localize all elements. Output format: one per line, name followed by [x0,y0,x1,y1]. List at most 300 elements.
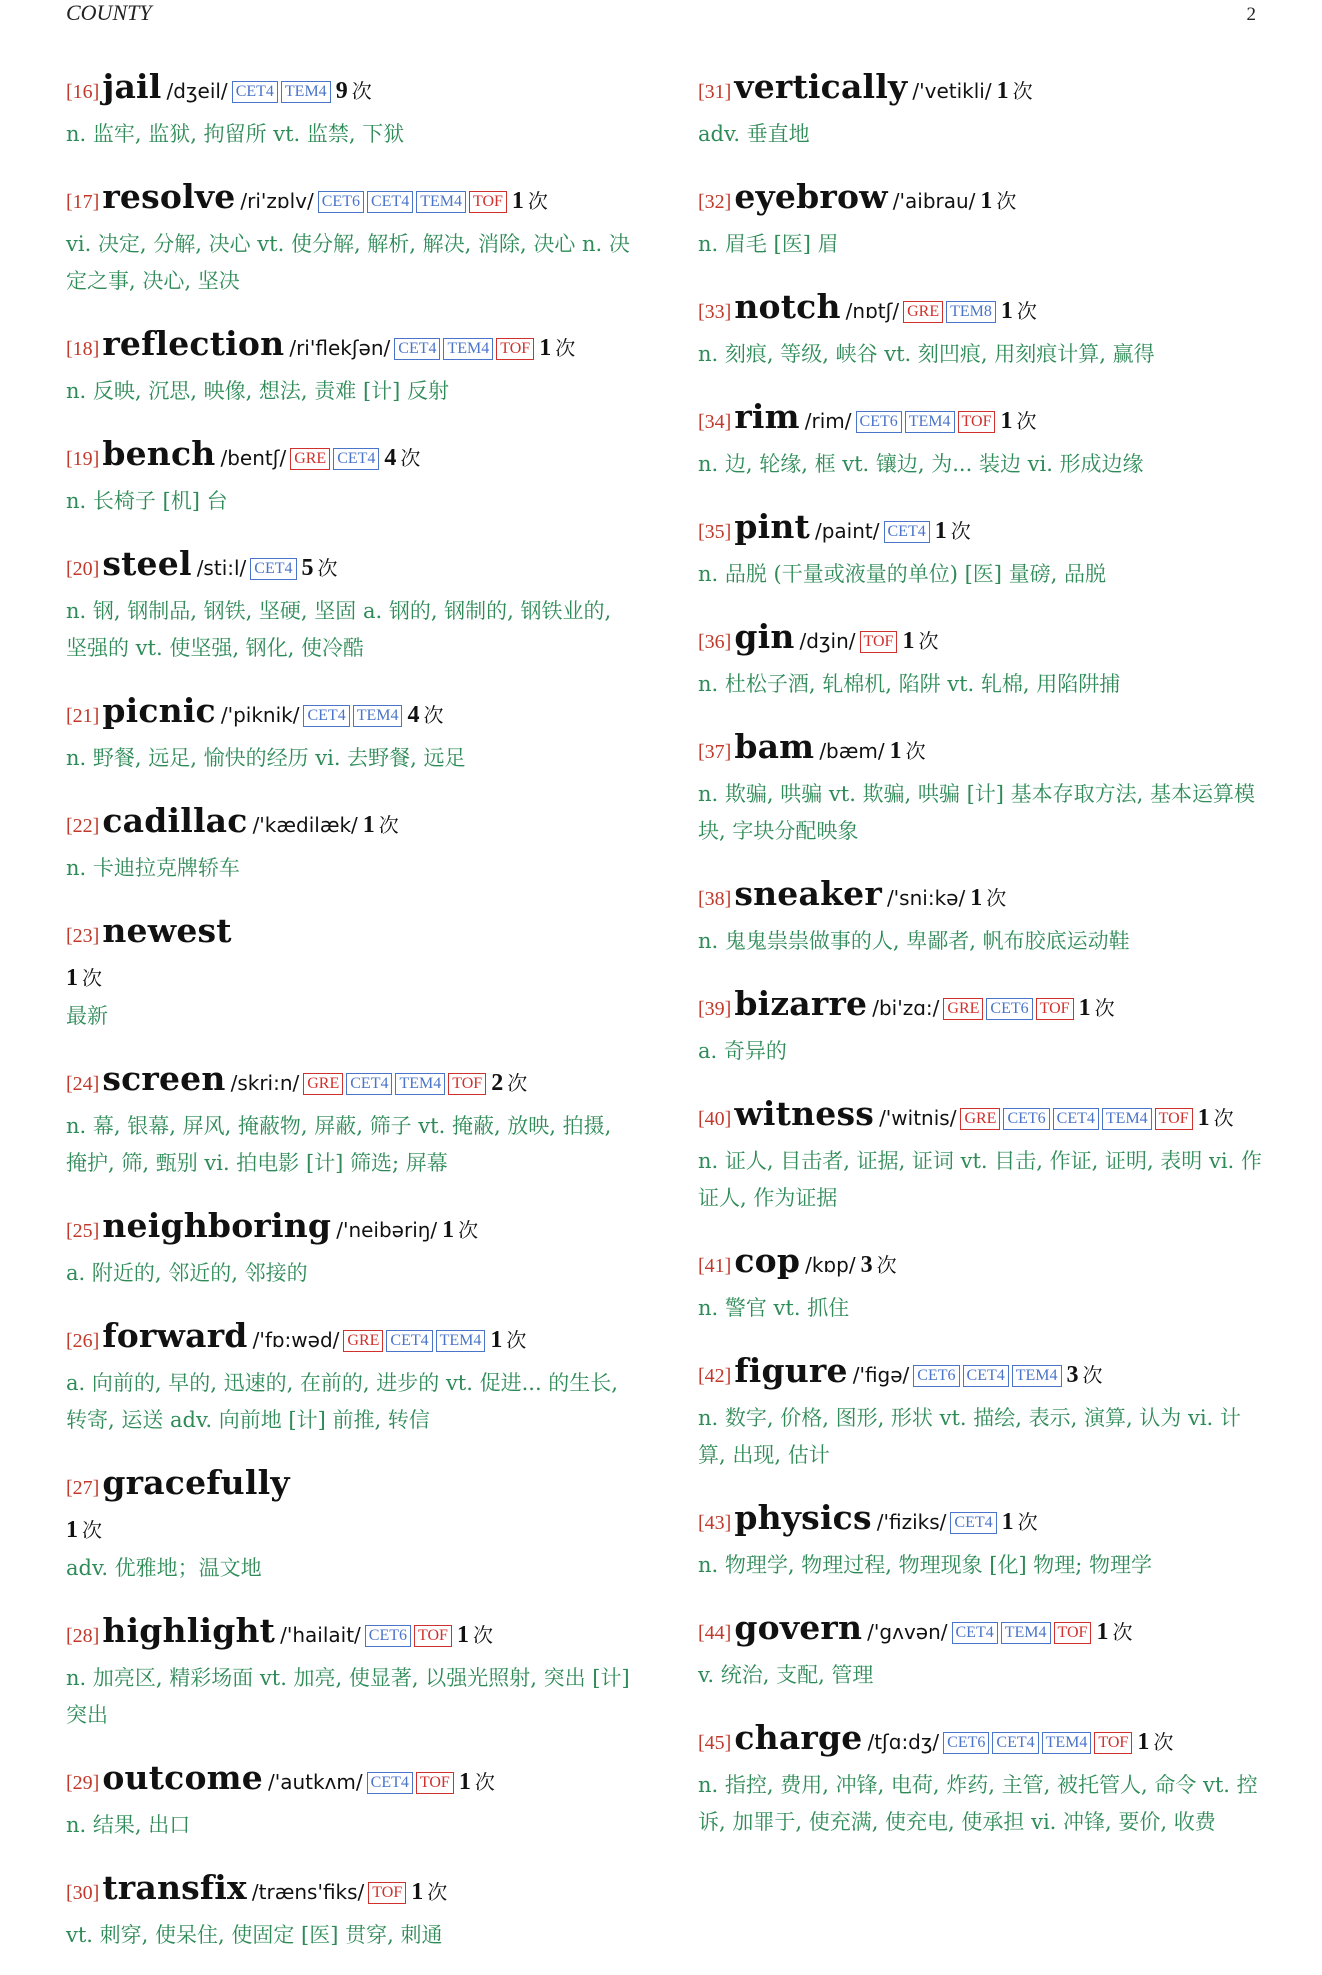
frequency-count: 1 [1000,408,1013,434]
frequency-count: 1 [980,188,993,214]
entry-headline [698,871,1268,923]
frequency-unit: 次 [82,1518,102,1542]
exam-tag-tem4: TEM4 [1102,1108,1152,1130]
entry-number: [31] [698,81,732,103]
frequency-count: 1 [1197,1105,1210,1131]
frequency-unit: 次 [555,336,576,360]
entry-number: [20] [66,558,100,580]
phonetic: /dʒeil/ [166,79,228,103]
frequency-count: 5 [301,555,314,581]
exam-tag-tem4: TEM4 [1042,1732,1092,1754]
frequency-unit: 次 [317,556,338,580]
frequency-unit: 次 [1017,1510,1038,1534]
entry-number: [43] [698,1512,732,1534]
vocab-entry [698,614,1268,703]
exam-tag-cet6: CET6 [856,411,902,433]
exam-tags [363,1774,454,1793]
frequency-unit: 次 [1112,1620,1133,1644]
entry-headline [698,1238,1268,1290]
definition: 最新 [66,1004,108,1028]
headword: forward [102,1316,248,1355]
entry-number: [18] [66,338,100,360]
vocab-entry [698,1238,1268,1327]
entry-headline [698,614,1268,666]
frequency-unit: 次 [351,79,372,103]
exam-tags [909,1367,1061,1386]
headword: pint [734,507,810,546]
frequency-unit: 次 [378,813,399,837]
vocab-entry [66,541,636,667]
headword: bizarre [734,984,868,1023]
vocab-entry [698,871,1268,960]
exam-tag-tem4: TEM4 [1001,1622,1051,1644]
vocab-entry [66,908,636,1035]
phonetic: /'autkʌm/ [268,1770,363,1794]
phonetic: /paint/ [814,519,880,543]
entry-number: [24] [66,1073,100,1095]
entry-number: [27] [66,1477,100,1499]
frequency-unit: 次 [918,629,939,653]
headword: bench [102,434,216,473]
exam-tag-gre: GRE [903,301,943,323]
vocab-entry [66,174,636,300]
headword: bam [734,727,815,766]
frequency-count: 1 [1078,995,1091,1021]
entry-number: [40] [698,1108,732,1130]
phonetic: /'figə/ [852,1363,910,1387]
exam-tag-gre: GRE [943,998,983,1020]
entry-headline [698,284,1268,336]
definition: n. 眉毛 [医] 眉 [698,232,839,256]
exam-tag-cet4: CET4 [394,338,440,360]
frequency-unit: 次 [905,739,926,763]
headword: transfix [102,1868,247,1907]
definition: adv. 优雅地；温文地 [66,1556,262,1580]
vocab-entry [66,64,636,153]
definition: n. 杜松子酒, 轧棉机, 陷阱 vt. 轧棉, 用陷阱捕 [698,672,1121,696]
vocab-entry [698,1715,1268,1841]
headword: charge [734,1718,863,1757]
phonetic: /skri:n/ [230,1071,300,1095]
exam-tag-tof: TOF [1094,1732,1132,1754]
vocab-entry [66,1203,636,1292]
headword: outcome [102,1758,263,1797]
definition: n. 品脱 (干量或液量的单位) [医] 量磅, 品脱 [698,562,1107,586]
phonetic: /'fiziks/ [876,1510,947,1534]
exam-tag-cet4: CET4 [367,191,413,213]
vocab-entry [698,981,1268,1070]
phonetic: /tʃɑ:dʒ/ [867,1730,940,1754]
entry-number: [35] [698,521,732,543]
vocab-entry [66,1056,636,1182]
definition: n. 监牢, 监狱, 拘留所 vt. 监禁, 下狱 [66,122,405,146]
exam-tag-gre: GRE [343,1330,383,1352]
entry-number: [42] [698,1365,732,1387]
frequency-count: 1 [411,1879,424,1905]
definition: n. 鬼鬼祟祟做事的人, 卑鄙者, 帆布胶底运动鞋 [698,929,1130,953]
exam-tags [299,707,402,726]
headword: newest [102,911,232,950]
entry-headline [66,688,636,740]
frequency-count: 1 [996,78,1009,104]
definition: a. 向前的, 早的, 迅速的, 在前的, 进步的 vt. 促进... 的生长, 转寄, 运送 adv. 向前地 [计] 前推, 转信 [66,1371,618,1432]
exam-tag-tem4: TEM4 [905,411,955,433]
exam-tag-tof: TOF [414,1625,452,1647]
frequency-count: 1 [1000,298,1013,324]
phonetic: /'fɒ:wəd/ [252,1328,340,1352]
vocab-entry [66,431,636,520]
frequency-unit: 次 [986,886,1007,910]
frequency-count: 1 [490,1327,503,1353]
headword: gracefully [102,1463,290,1502]
entry-headline [66,1755,636,1807]
vocab-entry [698,1605,1268,1694]
phonetic: /dʒin/ [799,629,856,653]
exam-tags [880,523,930,542]
exam-tag-cet4: CET4 [386,1330,432,1352]
exam-tag-tem4: TEM4 [416,191,466,213]
entry-number: [36] [698,631,732,653]
exam-tags [939,1000,1073,1019]
exam-tag-cet6: CET6 [318,191,364,213]
headword: cadillac [102,801,248,840]
exam-tags [314,193,507,212]
frequency-unit: 次 [876,1253,897,1277]
exam-tag-cet4: CET4 [303,705,349,727]
entry-number: [32] [698,191,732,213]
exam-tag-cet4: CET4 [992,1732,1038,1754]
entry-headline [698,504,1268,556]
vocab-entry [66,1865,636,1954]
exam-tag-tem4: TEM4 [1012,1365,1062,1387]
phonetic: /'hailait/ [280,1623,361,1647]
exam-tag-tof: TOF [416,1772,454,1794]
frequency-count: 1 [902,628,915,654]
frequency-count: 1 [456,1622,469,1648]
entry-number: [22] [66,815,100,837]
frequency-unit: 次 [82,966,102,990]
exam-tags [246,560,296,579]
frequency-count: 4 [407,702,420,728]
exam-tag-tof: TOF [448,1073,486,1095]
frequency-unit: 次 [400,446,421,470]
definition: adv. 垂直地 [698,122,810,146]
entry-number: [34] [698,411,732,433]
exam-tag-cet6: CET6 [365,1625,411,1647]
frequency-count: 1 [970,885,983,911]
entry-headline [698,174,1268,226]
frequency [66,960,636,998]
definition: n. 边, 轮缘, 框 vt. 镶边, 为... 装边 vi. 形成边缘 [698,452,1144,476]
vocab-entry [66,1460,636,1587]
headword: witness [734,1094,875,1133]
headword: picnic [102,691,216,730]
entry-number: [29] [66,1772,100,1794]
exam-tag-cet6: CET6 [986,998,1032,1020]
headword: physics [734,1498,872,1537]
entry-headline [698,64,1268,116]
entry-number: [17] [66,191,100,213]
exam-tag-tem4: TEM4 [353,705,403,727]
frequency-count: 1 [511,188,524,214]
definition: n. 欺骗, 哄骗 vt. 欺骗, 哄骗 [计] 基本存取方法, 基本运算模块, 字块分配映象 [698,782,1255,843]
phonetic: /'neibəriŋ/ [336,1218,438,1242]
headword: govern [734,1608,863,1647]
exam-tag-tem8: TEM8 [946,301,996,323]
phonetic: /bi'zɑ:/ [872,996,940,1020]
phonetic: /ri'flekʃən/ [289,336,391,360]
definition: n. 指控, 费用, 冲锋, 电荷, 炸药, 主管, 被托管人, 命令 vt. 控诉, 加罪于, 使充满, 使充电, 使承担 vi. 冲锋, 要价, 收费 [698,1773,1258,1834]
headword: neighboring [102,1206,332,1245]
headword: figure [734,1351,848,1390]
definition: n. 加亮区, 精彩场面 vt. 加亮, 使显著, 以强光照射, 突出 [计] 突出 [66,1666,630,1727]
exam-tags [948,1624,1092,1643]
page-header [66,0,1256,30]
entry-headline [66,1313,636,1365]
entry-headline [66,174,636,226]
definition: n. 野餐, 远足, 愉快的经历 vi. 去野餐, 远足 [66,746,466,770]
headword: notch [734,287,841,326]
exam-tag-cet4: CET4 [232,81,278,103]
frequency-unit: 次 [458,1218,479,1242]
frequency-count: 1 [1096,1619,1109,1645]
exam-tag-cet4: CET4 [963,1365,1009,1387]
frequency-count: 1 [889,738,902,764]
exam-tag-cet4: CET4 [250,558,296,580]
frequency-count: 1 [362,812,375,838]
exam-tag-tem4: TEM4 [443,338,493,360]
frequency-unit: 次 [950,519,971,543]
frequency-count: 3 [860,1252,873,1278]
frequency-count: 1 [539,335,552,361]
exam-tag-tof: TOF [1036,998,1074,1020]
entry-headline [698,1495,1268,1547]
exam-tag-tof: TOF [1054,1622,1092,1644]
frequency-count: 1 [458,1769,471,1795]
entry-number: [33] [698,301,732,323]
exam-tags [361,1627,452,1646]
vocab-entry [698,1091,1268,1217]
vocab-entry [66,688,636,777]
exam-tag-cet6: CET6 [1003,1108,1049,1130]
exam-tag-tof: TOF [368,1882,406,1904]
page-number: 2 [1246,4,1256,25]
headword: eyebrow [734,177,888,216]
frequency-unit: 次 [1094,996,1115,1020]
frequency-count: 1 [1137,1729,1150,1755]
frequency-count: 9 [335,78,348,104]
definition: a. 奇异的 [698,1039,787,1063]
headword: vertically [734,67,908,106]
definition: n. 幕, 银幕, 屏风, 掩蔽物, 屏蔽, 筛子 vt. 掩蔽, 放映, 拍摄, 掩护, 筛, 甄别 vi. 拍电影 [计] 筛选; 屏幕 [66,1114,612,1175]
entry-headline [698,724,1268,776]
entry-number: [16] [66,81,100,103]
definition: n. 物理学, 物理过程, 物理现象 [化] 物理; 物理学 [698,1553,1153,1577]
vocab-entry [698,394,1268,483]
frequency-count: 3 [1066,1362,1079,1388]
vocab-entry [698,1348,1268,1474]
frequency-count: 1 [442,1217,455,1243]
entry-headline [66,1056,636,1108]
definition: n. 长椅子 [机] 台 [66,489,228,513]
exam-tag-tof: TOF [958,411,996,433]
entry-headline [66,1865,636,1917]
frequency-unit: 次 [506,1328,527,1352]
phonetic: /nɒtʃ/ [845,299,900,323]
vocab-entry [698,504,1268,593]
exam-tag-tof: TOF [469,191,507,213]
headword: cop [734,1241,801,1280]
phonetic: /rim/ [804,409,852,433]
phonetic: /'witnis/ [879,1106,957,1130]
vocab-entry [698,64,1268,153]
exam-tags [939,1734,1132,1753]
headword: reflection [102,324,285,363]
definition: n. 证人, 目击者, 证据, 证词 vt. 目击, 作证, 证明, 表明 vi. 作证人, 作为证据 [698,1149,1262,1210]
phonetic: /'aibrau/ [892,189,976,213]
phonetic: /'kædilæk/ [252,813,358,837]
frequency-unit: 次 [427,1880,448,1904]
entry-headline [66,431,636,483]
exam-tags [299,1075,486,1094]
headword: steel [102,544,192,583]
definition: n. 反映, 沉思, 映像, 想法, 责难 [计] 反射 [66,379,450,403]
entry-headline [66,798,636,850]
running-title: COUNTY [66,0,152,25]
exam-tags [286,450,379,469]
exam-tags [390,340,534,359]
definition: v. 统治, 支配, 管理 [698,1663,874,1687]
headword: gin [734,617,795,656]
phonetic: /'piknik/ [220,703,300,727]
definition: n. 刻痕, 等级, 峡谷 vt. 刻凹痕, 用刻痕计算, 赢得 [698,342,1155,366]
entry-number: [44] [698,1622,732,1644]
entry-number: [26] [66,1330,100,1352]
definition: a. 附近的, 邻近的, 邻接的 [66,1261,308,1285]
vocab-entry [698,1495,1268,1584]
frequency-count: 1 [66,1517,78,1543]
exam-tag-cet4: CET4 [1053,1108,1099,1130]
exam-tags [956,1110,1192,1129]
phonetic: /kɒp/ [805,1253,856,1277]
exam-tag-cet4: CET4 [367,1772,413,1794]
exam-tag-cet4: CET4 [346,1073,392,1095]
vocab-entry [698,724,1268,850]
entry-headline [66,908,636,960]
headword: sneaker [734,874,882,913]
definition: n. 数字, 价格, 图形, 形状 vt. 描绘, 表示, 演算, 认为 vi. 计算, 出现, 估计 [698,1406,1241,1467]
entry-headline [698,1715,1268,1767]
frequency-count: 1 [934,518,947,544]
exam-tags [228,83,331,102]
frequency-count: 1 [1001,1509,1014,1535]
headword: screen [102,1059,226,1098]
exam-tag-gre: GRE [960,1108,1000,1130]
entry-number: [25] [66,1220,100,1242]
headword: highlight [102,1611,276,1650]
entry-number: [21] [66,705,100,727]
frequency-unit: 次 [1012,79,1033,103]
frequency-count: 2 [491,1070,504,1096]
entry-headline [698,1091,1268,1143]
frequency [66,1512,636,1550]
entry-headline [66,1608,636,1660]
entry-headline [698,1348,1268,1400]
exam-tags [899,303,996,322]
exam-tags [946,1514,996,1533]
entry-number: [39] [698,998,732,1020]
exam-tag-cet4: CET4 [952,1622,998,1644]
exam-tags [339,1332,485,1351]
exam-tag-tof: TOF [1155,1108,1193,1130]
headword: rim [734,397,800,436]
entry-number: [19] [66,448,100,470]
vocab-entry [66,1608,636,1734]
exam-tag-tem4: TEM4 [436,1330,486,1352]
vocab-entry [66,321,636,410]
definition: n. 卡迪拉克牌轿车 [66,856,240,880]
entry-number: [23] [66,925,100,947]
frequency-unit: 次 [507,1071,528,1095]
phonetic: /bæm/ [819,739,885,763]
exam-tags [856,633,898,652]
entry-headline [698,981,1268,1033]
entry-number: [28] [66,1625,100,1647]
exam-tag-cet4: CET4 [950,1512,996,1534]
exam-tag-cet4: CET4 [333,448,379,470]
frequency-unit: 次 [996,189,1017,213]
headword: jail [102,67,162,106]
entry-headline [66,1203,636,1255]
exam-tag-gre: GRE [290,448,330,470]
frequency-unit: 次 [474,1770,495,1794]
frequency-unit: 次 [423,703,444,727]
right-column [698,64,1268,1862]
definition: vi. 决定, 分解, 决心 vt. 使分解, 解析, 解决, 消除, 决心 n. 决定之事, 决心, 坚决 [66,232,630,293]
exam-tag-cet4: CET4 [884,521,930,543]
phonetic: /træns'fiks/ [251,1880,365,1904]
vocab-entry [66,1755,636,1844]
entry-number: [38] [698,888,732,910]
entry-number: [37] [698,741,732,763]
vocab-entry [66,1313,636,1439]
exam-tag-cet6: CET6 [943,1732,989,1754]
frequency-unit: 次 [1213,1106,1234,1130]
frequency-unit: 次 [527,189,548,213]
phonetic: /sti:l/ [196,556,247,580]
entry-number: [30] [66,1882,100,1904]
phonetic: /'gʌvən/ [867,1620,948,1644]
frequency-unit: 次 [1016,409,1037,433]
frequency-unit: 次 [1153,1730,1174,1754]
entry-headline [698,394,1268,446]
phonetic: /bentʃ/ [220,446,287,470]
phonetic: /ri'zɒlv/ [240,189,314,213]
entry-number: [41] [698,1255,732,1277]
vocab-entry [66,798,636,887]
frequency-count: 1 [66,965,78,991]
exam-tag-tof: TOF [496,338,534,360]
exam-tag-cet6: CET6 [913,1365,959,1387]
vocab-entry [698,174,1268,263]
entry-number: [45] [698,1732,732,1754]
frequency-unit: 次 [1016,299,1037,323]
exam-tag-tem4: TEM4 [281,81,331,103]
headword: resolve [102,177,236,216]
entry-headline [66,541,636,593]
vocab-entry [698,284,1268,373]
phonetic: /'sni:kə/ [886,886,966,910]
